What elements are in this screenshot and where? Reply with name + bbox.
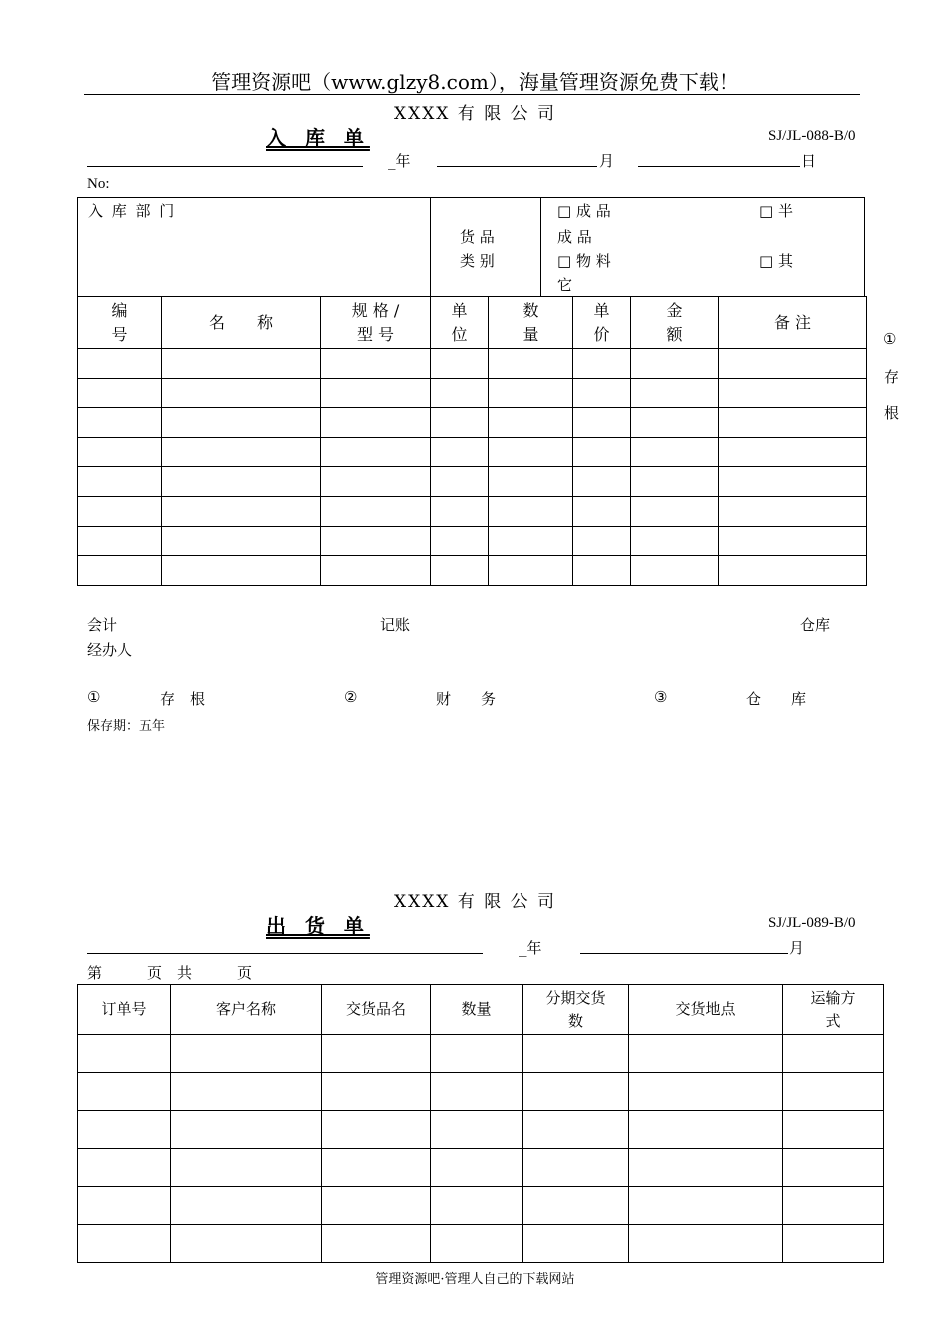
form1-table-cell[interactable]: [78, 496, 162, 526]
site-banner: 管理资源吧（www.glzy8.com），海量管理资源免费下载！: [211, 70, 739, 94]
form2-table-cell[interactable]: [78, 1149, 171, 1187]
form1-table-cell[interactable]: [431, 378, 489, 408]
form1-year: _年: [388, 152, 411, 170]
form1-title: 入 库 单: [266, 126, 370, 150]
form1-table-row: [78, 556, 867, 586]
form1-items-table: [77, 296, 867, 586]
form1-no-label: No:: [87, 176, 110, 192]
form2-table-cell[interactable]: [322, 1035, 431, 1073]
form2-page-label: 第 页 共 页: [87, 964, 253, 982]
form1-table-cell[interactable]: [719, 378, 867, 408]
form1-table-cell[interactable]: [162, 496, 321, 526]
form1-copy1-label: 存 根: [160, 690, 206, 708]
form2-table-cell[interactable]: [783, 1225, 884, 1263]
form1-copy2-label: 财 务: [436, 690, 497, 708]
form1-table-row: [78, 437, 867, 467]
form1-col-header-line2: 号: [111, 324, 128, 344]
form2-table-cell[interactable]: [783, 1149, 884, 1187]
form2-table-cell[interactable]: [171, 1073, 322, 1111]
form1-info-box: [77, 197, 865, 297]
form1-table-cell[interactable]: [78, 408, 162, 438]
banner-rule: [84, 94, 860, 95]
footer-text: 管理资源吧·管理人自己的下载网站: [375, 1272, 575, 1287]
form1-table-cell[interactable]: [719, 408, 867, 438]
form1-col-header-line1: 名 称: [208, 312, 273, 332]
form2-table-row: [78, 1073, 884, 1111]
form2-col-header: [171, 985, 322, 1035]
form1-table-cell[interactable]: [431, 467, 489, 497]
form1-table-cell[interactable]: [321, 437, 431, 467]
form2-table-cell[interactable]: [171, 1187, 322, 1225]
form1-table-cell[interactable]: [573, 496, 631, 526]
form2-table-cell[interactable]: [523, 1111, 629, 1149]
form1-table-cell[interactable]: [431, 408, 489, 438]
form2-table-cell[interactable]: [431, 1035, 523, 1073]
form2-table-cell[interactable]: [431, 1111, 523, 1149]
form2-table-cell[interactable]: [322, 1225, 431, 1263]
form1-month-line: [437, 166, 597, 167]
form1-table-cell[interactable]: [489, 526, 573, 556]
form1-table-cell[interactable]: [631, 378, 719, 408]
form1-handler: 经办人: [87, 641, 133, 659]
form1-table-cell[interactable]: [321, 496, 431, 526]
form1-table-cell[interactable]: [631, 437, 719, 467]
form2-table-cell[interactable]: [171, 1149, 322, 1187]
form1-table-cell[interactable]: [631, 556, 719, 586]
form2-table-cell[interactable]: [431, 1149, 523, 1187]
form1-table-cell[interactable]: [489, 378, 573, 408]
form2-code: SJ/JL-089-B/0: [768, 915, 856, 931]
form1-table-cell[interactable]: [162, 437, 321, 467]
form1-col-header: [78, 297, 162, 349]
form1-table-cell[interactable]: [573, 437, 631, 467]
form2-header-row: [78, 985, 884, 1035]
form1-warehouse: 仓库: [800, 616, 831, 634]
form2-table-row: [78, 1149, 884, 1187]
form1-table-cell[interactable]: [321, 467, 431, 497]
form1-col-header-line1: 单: [451, 300, 468, 320]
form1-table-cell[interactable]: [573, 378, 631, 408]
form1-col-header: [631, 297, 719, 349]
form2-table-cell[interactable]: [783, 1187, 884, 1225]
form2-col-header: [431, 985, 523, 1035]
form1-col-header: [573, 297, 631, 349]
form1-company: XXXX 有 限 公 司: [393, 104, 557, 124]
form2-col-header: [78, 985, 171, 1035]
form1-table-cell[interactable]: [631, 526, 719, 556]
form1-table-cell[interactable]: [573, 349, 631, 379]
form1-table-cell[interactable]: [321, 556, 431, 586]
form1-table-cell[interactable]: [321, 526, 431, 556]
form2-table-cell[interactable]: [431, 1225, 523, 1263]
form1-table-cell[interactable]: [573, 556, 631, 586]
form1-table-row: [78, 378, 867, 408]
form1-side-mark-2: 存: [884, 368, 900, 386]
form1-col-header-line1: 金: [666, 300, 683, 320]
form2-table-cell[interactable]: [523, 1225, 629, 1263]
form2-table-cell[interactable]: [523, 1149, 629, 1187]
form1-col-header-line1: 单: [593, 300, 610, 320]
form2-table-cell[interactable]: [431, 1073, 523, 1111]
form2-table-cell[interactable]: [629, 1149, 783, 1187]
form1-table-cell[interactable]: [162, 467, 321, 497]
form2-table-cell[interactable]: [78, 1111, 171, 1149]
form2-col-header-line1: 订单号: [101, 1000, 147, 1019]
form1-col-header: [431, 297, 489, 349]
form1-table-cell[interactable]: [573, 408, 631, 438]
form2-table-cell[interactable]: [171, 1225, 322, 1263]
form1-table-cell[interactable]: [489, 556, 573, 586]
form1-table-cell[interactable]: [162, 556, 321, 586]
form2-table-row: [78, 1225, 884, 1263]
form1-table-cell[interactable]: [162, 526, 321, 556]
form1-table-cell[interactable]: [489, 437, 573, 467]
form1-table-cell[interactable]: [431, 526, 489, 556]
form2-table-cell[interactable]: [431, 1187, 523, 1225]
form1-col-header-line1: 备 注: [773, 312, 812, 332]
form2-table-cell[interactable]: [783, 1111, 884, 1149]
form2-title: 出 货 单: [266, 914, 370, 938]
form1-table-cell[interactable]: [431, 349, 489, 379]
form2-col-header-line1: 运输方: [810, 989, 856, 1007]
form1-accountant: 会计: [87, 616, 118, 634]
form1-table-cell[interactable]: [431, 437, 489, 467]
form1-opt-material: □ 物 料: [557, 252, 611, 270]
form2-col-header-line2: 式: [825, 1011, 841, 1030]
form2-table-cell[interactable]: [78, 1225, 171, 1263]
form1-opt-semi-cont: 成 品: [557, 228, 592, 246]
form1-col-header-line1: 数: [522, 300, 539, 320]
form1-col-header-line2: 型 号: [356, 324, 395, 344]
form1-opt-other-cont: 它: [557, 276, 573, 294]
form1-side-mark-3: 根: [884, 404, 900, 422]
form2-table-row: [78, 1187, 884, 1225]
form1-table-cell[interactable]: [431, 556, 489, 586]
form1-table-row: [78, 467, 867, 497]
form1-table-row: [78, 496, 867, 526]
form1-dept-label: 入 库 部 门: [88, 202, 177, 220]
form1-table-cell[interactable]: [489, 496, 573, 526]
form1-opt-other: □ 其: [759, 252, 793, 270]
form1-table-cell[interactable]: [489, 408, 573, 438]
form2-col-header-line1: 分期交货: [545, 989, 606, 1007]
form2-table-cell[interactable]: [322, 1187, 431, 1225]
form1-table-cell[interactable]: [78, 378, 162, 408]
form1-copy3-num: ③: [654, 688, 668, 706]
form1-table-cell[interactable]: [719, 467, 867, 497]
form1-col-header-line1: 规 格 /: [351, 300, 400, 320]
form2-table-cell[interactable]: [171, 1111, 322, 1149]
form2-table-cell[interactable]: [783, 1073, 884, 1111]
form2-blank-line: [87, 953, 483, 954]
form2-table-cell[interactable]: [523, 1187, 629, 1225]
form2-col-header: [783, 985, 884, 1035]
form2-table-cell[interactable]: [322, 1073, 431, 1111]
form1-table-cell[interactable]: [719, 526, 867, 556]
form1-table-cell[interactable]: [631, 408, 719, 438]
form2-table-cell[interactable]: [629, 1111, 783, 1149]
form1-header-row: [78, 297, 867, 349]
form1-col-header-line1: 编: [111, 300, 128, 320]
form1-table-cell[interactable]: [78, 556, 162, 586]
form1-month: 月: [599, 152, 615, 170]
form1-table-cell[interactable]: [162, 408, 321, 438]
form2-items-table: [77, 984, 884, 1263]
form1-code: SJ/JL-088-B/0: [768, 128, 856, 144]
form1-col-header-line2: 额: [666, 324, 683, 344]
form1-table-row: [78, 408, 867, 438]
form1-table-cell[interactable]: [78, 526, 162, 556]
form1-table-cell[interactable]: [719, 349, 867, 379]
form1-blank-line: [87, 166, 363, 167]
form1-col-header-line2: 价: [593, 324, 610, 344]
form1-retention: 保存期：五年: [87, 719, 166, 734]
form1-day: 日: [801, 152, 817, 170]
form2-table-cell[interactable]: [629, 1035, 783, 1073]
form2-col-header-line1: 数量: [461, 1000, 492, 1019]
form2-table-row: [78, 1111, 884, 1149]
form2-table-cell[interactable]: [783, 1035, 884, 1073]
form2-col-header-line2: 数: [567, 1011, 583, 1030]
form2-col-header: [523, 985, 629, 1035]
form2-table-cell[interactable]: [523, 1073, 629, 1111]
form1-table-cell[interactable]: [573, 526, 631, 556]
form1-table-cell[interactable]: [719, 556, 867, 586]
form2-table-cell[interactable]: [78, 1187, 171, 1225]
form2-table-cell[interactable]: [78, 1035, 171, 1073]
form1-copy1-num: ①: [87, 688, 101, 706]
form1-table-cell[interactable]: [489, 467, 573, 497]
form1-table-cell[interactable]: [78, 349, 162, 379]
form1-table-cell[interactable]: [631, 349, 719, 379]
form2-table-cell[interactable]: [322, 1149, 431, 1187]
form1-opt-finished: □ 成 品: [557, 202, 611, 220]
form2-table-cell[interactable]: [171, 1035, 322, 1073]
form2-col-header-line1: 交货地点: [675, 1000, 736, 1019]
form1-col-header-line2: 量: [522, 324, 539, 344]
form2-table-cell[interactable]: [322, 1111, 431, 1149]
form2-table-cell[interactable]: [629, 1073, 783, 1111]
form1-table-cell[interactable]: [489, 349, 573, 379]
form1-table-cell[interactable]: [631, 496, 719, 526]
form1-table-row: [78, 526, 867, 556]
form1-table-cell[interactable]: [78, 437, 162, 467]
form2-col-header-line1: 交货品名: [345, 1000, 406, 1019]
form1-opt-semi: □ 半: [759, 202, 793, 220]
form1-table-cell[interactable]: [719, 437, 867, 467]
form2-table-cell[interactable]: [629, 1225, 783, 1263]
form1-side-mark-1: ①: [883, 330, 897, 348]
form2-table-cell[interactable]: [523, 1035, 629, 1073]
form1-table-cell[interactable]: [321, 349, 431, 379]
form2-table-row: [78, 1035, 884, 1073]
form1-category-label-2: 类 别: [460, 252, 495, 270]
form1-bookkeeping: 记账: [380, 616, 411, 634]
form1-col-header: [162, 297, 321, 349]
form2-col-header: [629, 985, 783, 1035]
form1-table-cell[interactable]: [719, 496, 867, 526]
form2-col-header: [322, 985, 431, 1035]
form2-table-cell[interactable]: [78, 1073, 171, 1111]
form1-col-header: [489, 297, 573, 349]
form2-company: XXXX 有 限 公 司: [393, 892, 557, 912]
form2-year: _年: [519, 939, 542, 957]
form1-col-header: [719, 297, 867, 349]
form1-copy2-num: ②: [344, 688, 358, 706]
form1-table-cell[interactable]: [431, 496, 489, 526]
form2-month: 月: [789, 939, 805, 957]
form1-day-line: [638, 166, 800, 167]
form1-copy3-label: 仓 库: [746, 690, 807, 708]
form1-table-cell[interactable]: [78, 467, 162, 497]
form1-table-cell[interactable]: [162, 378, 321, 408]
form1-table-cell[interactable]: [321, 408, 431, 438]
form1-col-header-line2: 位: [451, 324, 468, 344]
form2-table-cell[interactable]: [629, 1187, 783, 1225]
form1-table-cell[interactable]: [573, 467, 631, 497]
form1-table-cell[interactable]: [321, 378, 431, 408]
form1-category-label: 货 品: [460, 228, 495, 246]
form2-month-line: [580, 953, 788, 954]
form2-col-header-line1: 客户名称: [215, 1000, 276, 1019]
form1-table-cell[interactable]: [631, 467, 719, 497]
form1-col-header: [321, 297, 431, 349]
form1-table-cell[interactable]: [162, 349, 321, 379]
form1-table-row: [78, 349, 867, 379]
